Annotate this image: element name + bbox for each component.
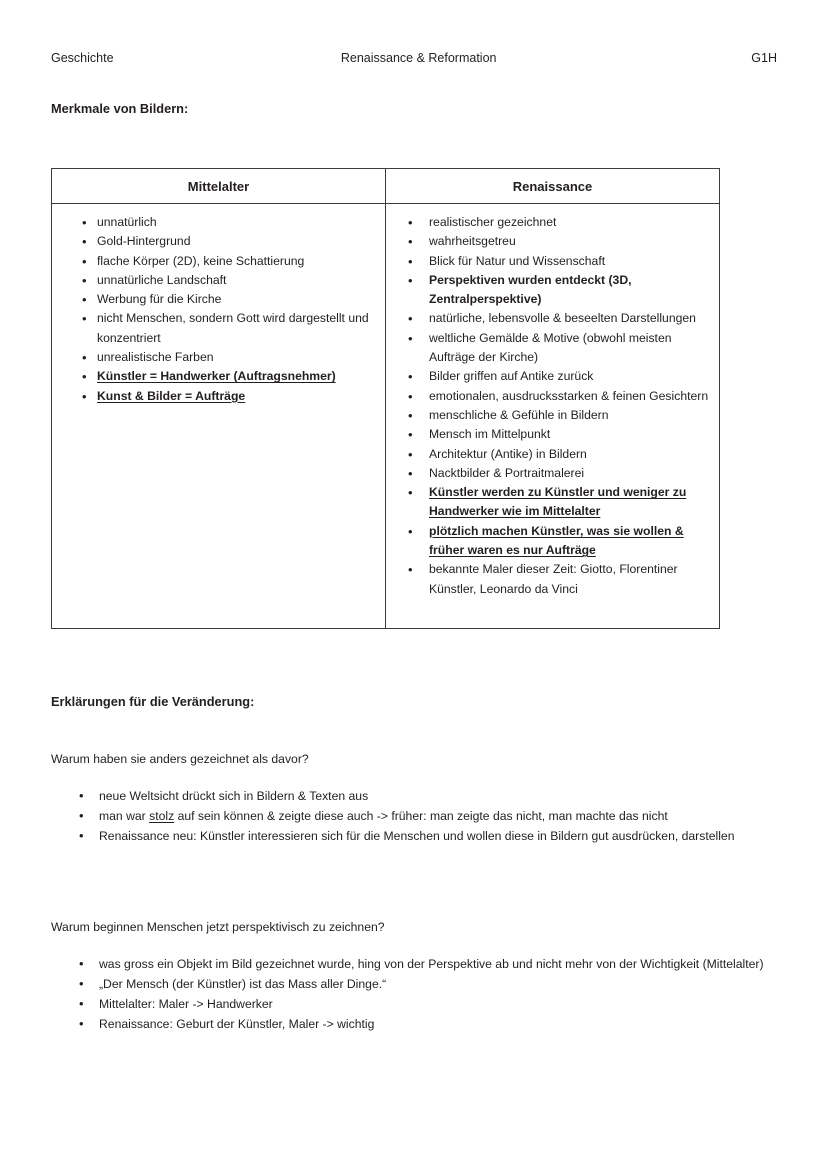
mittelalter-item (60, 213, 377, 232)
renaissance-item-label: • Mensch im Mittelpunkt (429, 427, 551, 442)
warum-anders-item (51, 786, 781, 806)
comparison-table (51, 168, 720, 629)
renaissance-item (394, 445, 711, 464)
warum-perspektivisch-item-label: • Mittelalter: Maler -> Handwerker (99, 997, 273, 1011)
renaissance-item-label: • Bilder griffen auf Antike zurück (429, 369, 594, 384)
mittelalter-item-label: • Künstler = Handwerker (Auftragsnehmer) (97, 369, 336, 384)
header-class-code: G1H (751, 51, 777, 65)
renaissance-item (394, 464, 711, 483)
renaissance-item-label: • Perspektiven wurden entdeckt (3D, Zentralperspektive) (429, 272, 632, 307)
mittelalter-item-label: • Gold-Hintergrund (97, 234, 191, 249)
mittelalter-item-label: • unnatürlich (97, 215, 157, 229)
renaissance-item (394, 483, 711, 522)
warum-anders-item-label: • man war stolz auf sein können & zeigte diese auch -> früher: man zeigte das nicht, man machte das nicht (99, 809, 668, 823)
mittelalter-item (60, 290, 377, 309)
warum-anders-item (51, 806, 781, 826)
section-heading-erklaerungen: Erklärungen für die Veränderung: (51, 694, 255, 709)
renaissance-item-label: • bekannte Maler dieser Zeit: Giotto, Florentiner Künstler, Leonardo da Vinci (429, 562, 678, 596)
warum-perspektivisch-item (51, 994, 781, 1014)
mittelalter-item (60, 387, 377, 406)
header-subject: Geschichte (51, 51, 114, 65)
mittelalter-item-label: • unnatürliche Landschaft (97, 272, 227, 287)
renaissance-item (394, 213, 711, 232)
renaissance-item-label: • Künstler werden zu Künstler und weniger zu Handwerker wie im Mittelalter (429, 485, 687, 519)
renaissance-bullet-list (394, 213, 711, 599)
question-warum-perspektivisch: Warum beginnen Menschen jetzt perspektivisch zu zeichnen? (51, 920, 385, 934)
document-running-header (51, 48, 777, 68)
warum-perspektivisch-item-label: • was gross ein Objekt im Bild gezeichnet wurde, hing von der Perspektive ab und nicht mehr von der Wichtigkeit (Mittelalter) (99, 957, 764, 971)
column-header-mittelalter: Mittelalter (52, 169, 386, 204)
renaissance-item-label: • wahrheitsgetreu (429, 234, 516, 249)
renaissance-item-label: • Nacktbilder & Portraitmalerei (429, 465, 585, 480)
mittelalter-item (60, 252, 377, 271)
mittelalter-item-label: • nicht Menschen, sondern Gott wird dargestellt und konzentriert (97, 311, 369, 345)
header-topic: Renaissance & Reformation (340, 51, 497, 65)
renaissance-item (394, 387, 711, 406)
warum-anders-item-label: • neue Weltsicht drückt sich in Bildern & Texten aus (99, 789, 369, 803)
mittelalter-item (60, 271, 377, 290)
renaissance-item-label: • Architektur (Antike) in Bildern (429, 446, 587, 461)
mittelalter-bullet-list (60, 213, 377, 406)
warum-perspektivisch-item (51, 974, 781, 994)
warum-anders-item (51, 826, 781, 846)
question-warum-anders-gezeichnet: Warum haben sie anders gezeichnet als davor? (51, 752, 309, 766)
renaissance-item (394, 252, 711, 271)
warum-perspektivisch-item (51, 1014, 781, 1034)
table-header-row (52, 169, 720, 204)
mittelalter-item-label: • flache Körper (2D), keine Schattierung (97, 253, 305, 268)
renaissance-item (394, 271, 711, 310)
mittelalter-item-label: • Kunst & Bilder = Aufträge (97, 388, 246, 403)
warum-perspektivisch-item (51, 954, 781, 974)
mittelalter-item (60, 309, 377, 348)
warum-anders-item-label: • Renaissance neu: Künstler interessieren sich für die Menschen und wollen diese in Bildern gut ausdrücken, darstellen (99, 829, 735, 843)
renaissance-item (394, 522, 711, 561)
renaissance-item-label: • natürliche, lebensvolle & beseelten Darstellungen (429, 311, 696, 326)
renaissance-item-label: • emotionalen, ausdrucksstarken & feinen Gesichtern (429, 388, 709, 403)
mittelalter-item-label: • Werbung für die Kirche (97, 292, 222, 307)
answers-warum-perspektivisch (51, 954, 781, 1034)
table-body-row (52, 204, 720, 629)
renaissance-item-label: • weltliche Gemälde & Motive (obwohl meisten Aufträge der Kirche) (429, 330, 672, 365)
renaissance-item (394, 329, 711, 368)
renaissance-item (394, 309, 711, 328)
cell-mittelalter (52, 204, 386, 629)
renaissance-item (394, 406, 711, 425)
warum-perspektivisch-item-label: • Renaissance: Geburt der Künstler, Maler -> wichtig (99, 1017, 375, 1031)
renaissance-item (394, 232, 711, 251)
mittelalter-item (60, 232, 377, 251)
renaissance-item-label: • realistischer gezeichnet (429, 215, 557, 229)
cell-renaissance (386, 204, 720, 629)
renaissance-item-label: • plötzlich machen Künstler, was sie wollen & früher waren es nur Aufträge (429, 523, 684, 558)
column-header-renaissance: Renaissance (386, 169, 720, 204)
warum-perspektivisch-item-label: • „Der Mensch (der Künstler) ist das Mass aller Dinge.“ (99, 977, 387, 991)
mittelalter-item (60, 367, 377, 386)
mittelalter-item-label: • unrealistische Farben (97, 350, 214, 365)
renaissance-item (394, 560, 711, 599)
section-heading-merkmale: Merkmale von Bildern: (51, 101, 189, 116)
renaissance-item-label: • menschliche & Gefühle in Bildern (429, 407, 609, 422)
renaissance-item (394, 425, 711, 444)
renaissance-item-label: • Blick für Natur und Wissenschaft (429, 253, 606, 268)
mittelalter-item (60, 348, 377, 367)
renaissance-item (394, 367, 711, 386)
answers-warum-anders-gezeichnet (51, 786, 781, 846)
emphasised-word: stolz (149, 809, 175, 823)
